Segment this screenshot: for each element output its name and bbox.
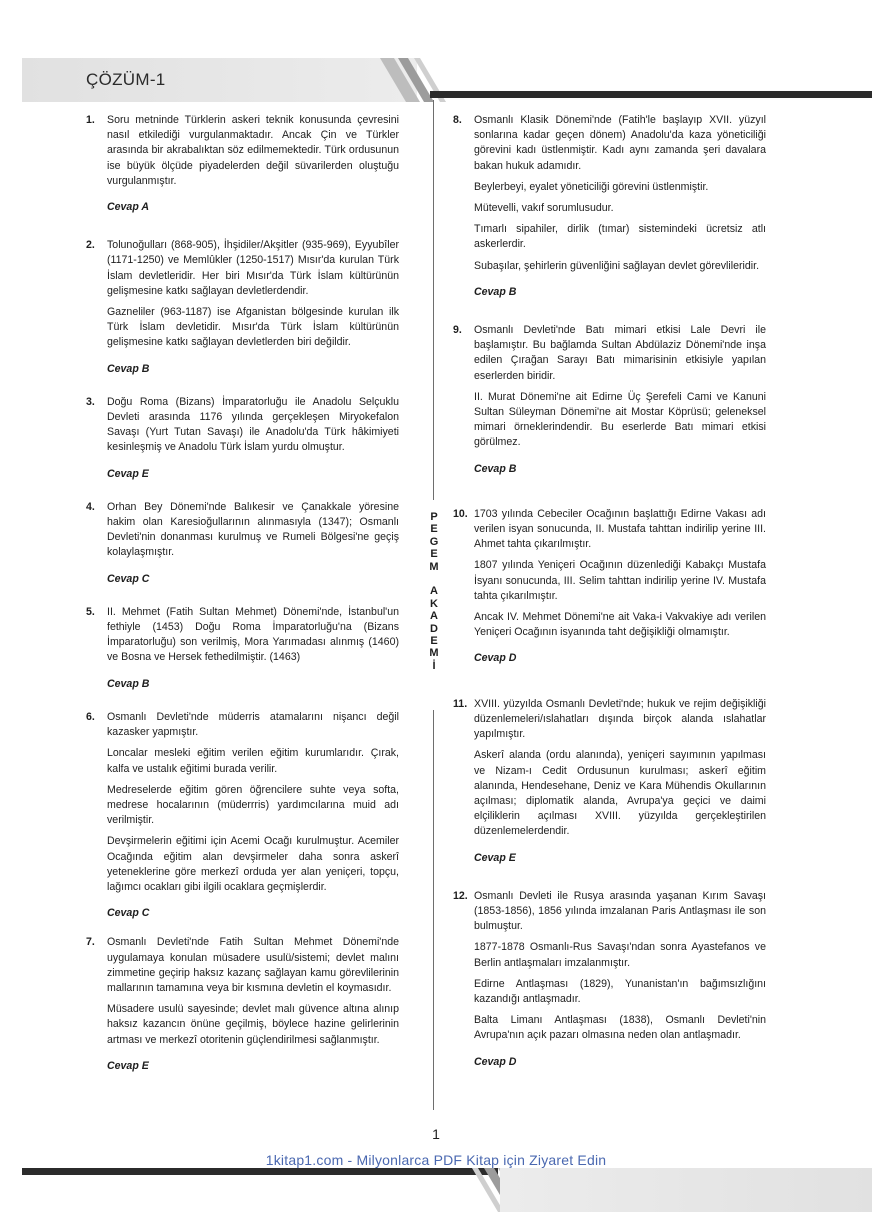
paragraph: Orhan Bey Dönemi'nde Balıkesir ve Çanakkale yöresine hakim olan Karesioğullarının alınmasıyla (1347); Osmanlı Devleti'nin donanması kurulmuş ve Rumeli Bölgesi'ne geçiş kolaylaşmıştır. [107, 500, 399, 559]
paragraph: II. Murat Dönemi'ne ait Edirne Üç Şerefeli Cami ve Kanuni Sultan Süleyman Dönemi'ne ait Mostar Köprüsü; geleneksel mimari örneklerindendir. Bu eserlerde Batı mimari etkisi görülmez. [474, 390, 766, 449]
question-7 [86, 935, 399, 1080]
paragraph: Tımarlı sipahiler, dirlik (tımar) sistemindeki ücretsiz atlı askerlerdir. [474, 223, 766, 251]
question-2 [86, 238, 399, 383]
paragraph: II. Mehmet (Fatih Sultan Mehmet) Dönemi'nde, İstanbul'un fethiyle (1453) Doğu Roma İmparatorluğu'na (Bizans İmparatorluğu) son verilmiş, Mora Yarımadası alınmış (1460) ve Bosna ve Hersek fethedilmiştir. (1463) [107, 605, 399, 664]
page-title: ÇÖZÜM-1 [86, 70, 166, 89]
paragraph: Osmanlı Klasik Dönemi'nde (Fatih'le başlayıp XVII. yüzyıl sonlarına kadar geçen dönem) Anadolu'da kaza yöneticiliği görevini kadı üstlenmiştir. Kadı aynı zamanda şeri davalara bakan hukuk adamıdır. [474, 114, 766, 172]
paragraph: 1703 yılında Cebeciler Ocağının başlattığı Edirne Vakası adı verilen isyan sonucunda, II. Mustafa tahttan indirilip yerine III. Ahmet tahta çıkarılmıştır. [474, 507, 766, 551]
left-column [86, 113, 399, 1080]
logo-letter: A [430, 585, 438, 598]
column-divider-bottom [433, 710, 434, 1110]
question-9 [453, 323, 766, 483]
paragraph: Doğu Roma (Bizans) İmparatorluğu ile Anadolu Selçuklu Devleti arasında 1176 yılında gerçekleşen Miryokefalon Savaşı (Yurt Tutan Savaşı) ile Anadolu'da Türk hâkimiyeti kesinleşmiş ve Anadolu Türk İslam yurdu olmuştur. [107, 395, 399, 454]
question-number: 1. [86, 114, 95, 126]
question-number: 12. [453, 889, 468, 902]
answer-label: Cevap E [107, 1059, 149, 1072]
paragraph: Tolunoğulları (868-905), İhşidiler/Akşitler (935-969), Eyyubîler (1171-1250) ve Memlûkler (1250-1517) Mısır'da kurulan Türk İslam devletleridir. Her biri Mısır'da Türk İslam kültürünün gelişmesine katkı sağlayan devletlerdendir. [107, 239, 399, 297]
logo-letter: E [430, 635, 438, 648]
logo-letter: M [429, 560, 439, 573]
paragraph: Osmanlı Devleti'nde müderris atamalarını nişancı değil kazasker yapmıştır. [107, 710, 399, 739]
question-1 [86, 113, 399, 221]
answer-label: Cevap B [107, 362, 150, 375]
logo-letter: K [430, 597, 438, 610]
answer-label: Cevap C [107, 907, 150, 920]
paragraph: Beylerbeyi, eyalet yöneticiliği görevini üstlenmiştir. [474, 180, 709, 193]
logo-letter: M [429, 647, 439, 660]
paragraph: 1807 yılında Yeniçeri Ocağının düzenlediği Kabakçı Mustafa İsyanı sonucunda, III. Selim tahttan indirilip yerine IV. Mustafa tahta çıkarılmıştır. [474, 559, 766, 602]
question-number: 4. [86, 500, 95, 513]
logo-letter: İ [432, 659, 436, 672]
paragraph: Ancak IV. Mehmet Dönemi'ne ait Vaka-i Vakvakiye adı verilen Yeniçeri Ocağının isyanında taht değişikliği olmamıştır. [474, 611, 766, 639]
logo-letter: P [430, 511, 438, 523]
question-4 [86, 500, 399, 593]
paragraph: Loncalar mesleki eğitim verilen eğitim kurumlarıdır. Çırak, kalfa ve ustalık eğitimi burada verilir. [107, 747, 399, 775]
question-number: 8. [453, 114, 462, 126]
question-number: 11. [453, 697, 468, 710]
answer-label: Cevap B [474, 462, 517, 475]
page-number: 1 [432, 1126, 440, 1142]
header-rule [430, 91, 872, 98]
paragraph: Balta Limanı Antlaşması (1838), Osmanlı Devleti'nin Avrupa'nın açık pazarı olmasına neden olan antlaşmadır. [474, 1014, 766, 1042]
answer-label: Cevap C [107, 572, 150, 585]
paragraph: Osmanlı Devleti'nde Fatih Sultan Mehmet Dönemi'nde uygulamaya konulan müsadere usulü/sistemi; devlet malını zimmetine geçirip haksız kazanç sağlayan kamu görevlilerinin mallarının tamamına veya bir kısmına devletin el koymasıdır. [107, 936, 399, 994]
question-11 [453, 697, 766, 872]
paragraph: 1877-1878 Osmanlı-Rus Savaşı'ndan sonra Ayastefanos ve Berlin antlaşmaları imzalanmıştır. [474, 941, 766, 969]
logo-letter: D [430, 622, 438, 635]
watermark-link[interactable]: 1kitap1.com - Milyonlarca PDF Kitap için Ziyaret Edin [265, 1152, 607, 1168]
answer-label: Cevap B [474, 285, 517, 298]
logo-letter: G [429, 535, 439, 548]
paragraph: Osmanlı Devleti'nde Batı mimari etkisi Lale Devri ile başlamıştır. Bu bağlamda Sultan Abdülaziz Dönemi'nde inşa edilen Çırağan Sarayı Batı mimarisinin etkisiyle yapılan eserlerden biridir. [474, 324, 766, 382]
paragraph: Askerî alanda (ordu alanında), yeniçeri sayımının yapılması ve Nizam-ı Cedit Ordusunun kurulması; askerî eğitim alanında, Hendesehane, Deniz ve Kara Mühendis Okullarının açılması; diplomatik alanda, Avrupa'ya geçici ve daimi elçiliklerin açılması XVIII. yüzyılda gerçekleştirilen düzenlemelerdendir. [474, 749, 766, 838]
question-number: 5. [86, 605, 95, 618]
question-5 [86, 605, 399, 698]
logo-letter: A [430, 610, 438, 623]
question-number: 9. [453, 324, 462, 337]
paragraph: Soru metninde Türklerin askeri teknik konusunda çevresini nasıl etkilediği vurgulanmaktadır. Ancak Çin ve Türkler arasında bir akrabalıktan söz edilmemektedir. Türk ordusunun ise büyük ölçüde piyadelerden değil süvarilerden oluştuğu vurgulanmıştır. [107, 114, 399, 187]
paragraph: Subaşılar, şehirlerin güvenliğini sağlayan devlet görevlileridir. [474, 259, 760, 272]
right-column [453, 113, 766, 1076]
question-6 [86, 710, 399, 927]
question-12 [453, 889, 766, 1076]
answer-label: Cevap A [107, 201, 149, 214]
question-number: 3. [86, 395, 95, 408]
paragraph: Osmanlı Devleti ile Rusya arasında yaşanan Kırım Savaşı (1853-1856), 1856 yılında imzalanan Paris Antlaşması ile son bulmuştur. [474, 889, 766, 933]
question-number: 6. [86, 710, 95, 723]
question-number: 7. [86, 936, 95, 949]
question-3 [86, 395, 399, 488]
footer-band [500, 1168, 872, 1212]
paragraph: Devşirmelerin eğitimi için Acemi Ocağı kurulmuştur. Acemiler Ocağında eğitim alan devşirmeler daha sonra askerî yeteneklerine göre merkezî orduda yer alan yeniçeri, topçu, lağımcı ocakları gibi ilgili ocaklara geçmişlerdir. [107, 835, 399, 893]
header-band [22, 58, 417, 102]
paragraph: XVIII. yüzyılda Osmanlı Devleti'nde; hukuk ve rejim değişikliği düzenlemeleri/ıslahatları dışında birçok alanda ıslahatlar yapılmıştır. [474, 697, 766, 741]
paragraph: Edirne Antlaşması (1829), Yunanistan'ın bağımsızlığını kazandığı antlaşmadır. [474, 977, 766, 1005]
paragraph: Gazneliler (963-1187) ise Afganistan bölgesinde kurulan ilk Türk İslam devletidir. Mısır'da Türk İslam kültürünün gelişmesine katkı sağlayan devletlerden biri değildir. [107, 306, 399, 349]
paragraph: Mütevelli, vakıf sorumlusudur. [474, 202, 614, 215]
logo-letter [426, 573, 442, 585]
paragraph: Medreselerde eğitim gören öğrencilere suhte veya softa, medrese hocalarının (müderrris) yardımcılarına muid adı verilmiştir. [107, 783, 399, 827]
question-number: 2. [86, 239, 95, 252]
answer-label: Cevap E [107, 467, 149, 480]
paragraph: Müsadere usulü sayesinde; devlet malı güvence altına alınıp haksız kazancın önüne geçilmiş, böylece hazine gelirlerinin artması ve merkezî otoritenin güçlendirilmesi sağlanmıştır. [107, 1003, 399, 1046]
answer-label: Cevap D [474, 1055, 517, 1068]
question-8 [453, 113, 766, 306]
footer-rule [22, 1168, 498, 1175]
column-divider-top [433, 100, 434, 500]
answer-label: Cevap E [474, 851, 516, 864]
logo-letter: E [430, 548, 438, 561]
answer-label: Cevap D [474, 652, 517, 665]
question-number: 10. [453, 507, 468, 520]
question-10 [453, 507, 766, 673]
vertical-brand-logo [426, 511, 442, 672]
answer-label: Cevap B [107, 677, 150, 690]
logo-letter: E [430, 523, 438, 536]
